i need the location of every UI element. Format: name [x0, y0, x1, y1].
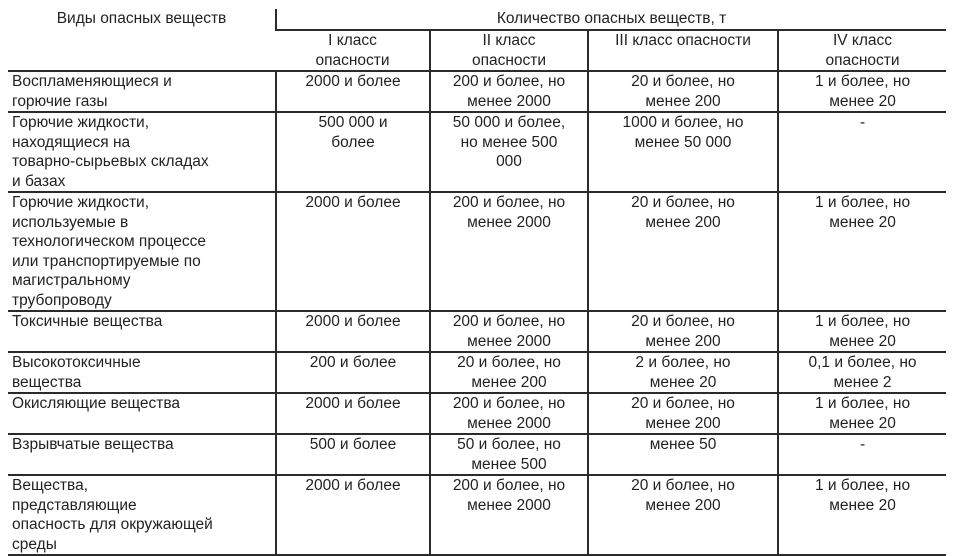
- class-2-cell: [430, 352, 588, 393]
- cell-text-line: горючие газы: [12, 92, 108, 110]
- cell-text-line: 20 и более, но: [631, 477, 735, 494]
- cell-text-line: находящиеся на: [12, 133, 131, 151]
- cell-text-line: 1 и более, но: [814, 313, 911, 330]
- cell-text-line: менее 200: [645, 213, 721, 231]
- cell-text-line: 20 и более, но: [631, 395, 735, 412]
- class-4-cell: [778, 311, 946, 352]
- cell-text-line: магистральному: [12, 272, 131, 289]
- header-class-4-line: IV класс: [832, 32, 893, 49]
- class-3-cell: [588, 112, 778, 192]
- cell-text-line: 1 и более, но: [814, 477, 911, 494]
- cell-text-line: -: [859, 436, 866, 453]
- cell-text-line: 2000 и более: [305, 73, 401, 90]
- header-class-1-line: опасности: [315, 51, 390, 69]
- cell-text-line: 2000 и более: [305, 313, 401, 330]
- cell-text-line: среды: [12, 535, 57, 553]
- class-3-cell: [588, 393, 778, 434]
- hazard-table-sheet: [8, 9, 946, 553]
- cell-text-line: 200 и более, но: [452, 313, 566, 330]
- cell-text-line: Воспламеняющиеся и: [12, 73, 172, 90]
- substance-type-cell: [8, 393, 276, 434]
- cell-text-line: 1 и более, но: [814, 194, 911, 211]
- cell-text-line: 500 000 и: [318, 114, 388, 131]
- cell-text-line: 200 и более, но: [452, 395, 566, 412]
- header-class-4-line: опасности: [825, 51, 900, 69]
- class-1-cell: [276, 475, 430, 555]
- header-substance-types: [8, 9, 276, 71]
- cell-text-line: менее 2: [833, 373, 892, 391]
- cell-text-line: или транспортируемые по: [12, 252, 201, 270]
- class-3-cell: [588, 434, 778, 475]
- header-class-3-line: III класс опасности: [615, 32, 751, 49]
- cell-text-line: менее 50 000: [634, 133, 732, 151]
- table-row: [8, 112, 946, 192]
- cell-text-line: 50 000 и более,: [452, 114, 566, 131]
- table-row: [8, 434, 946, 475]
- cell-text-line: вещества: [12, 373, 82, 391]
- table-row: [8, 393, 946, 434]
- cell-text-line: менее 2000: [467, 213, 551, 231]
- cell-text-line: Вещества,: [12, 477, 88, 494]
- class-1-cell: [276, 434, 430, 475]
- cell-text-line: 2 и более, но: [635, 354, 731, 371]
- cell-text-line: 200 и более, но: [452, 194, 566, 211]
- cell-text-line: 1000 и более, но: [622, 114, 744, 131]
- cell-text-line: опасность для окружающей: [12, 516, 213, 533]
- header-quantity-group: [276, 9, 946, 30]
- class-4-cell: [778, 475, 946, 555]
- cell-text-line: менее 20: [829, 213, 896, 231]
- header-row-1: [8, 9, 946, 30]
- class-4-cell: [778, 192, 946, 311]
- cell-text-line: менее 20: [829, 332, 896, 350]
- class-2-cell: [430, 393, 588, 434]
- cell-text-line: и базах: [12, 172, 66, 190]
- cell-text-line: Горючие жидкости,: [12, 194, 150, 211]
- cell-text-line: -: [859, 114, 866, 131]
- header-substance-types-label: Виды опасных веществ: [56, 10, 227, 27]
- cell-text-line: 2000 и более: [305, 477, 401, 494]
- header-quantity-group-label: Количество опасных веществ, т: [496, 10, 727, 27]
- cell-text-line: 20 и более, но: [631, 73, 735, 90]
- cell-text-line: 2000 и более: [305, 194, 401, 211]
- table-row: [8, 71, 946, 112]
- cell-text-line: 50 и более, но: [457, 436, 561, 453]
- cell-text-line: менее 500: [471, 455, 547, 473]
- cell-text-line: но менее 500: [460, 133, 558, 151]
- cell-text-line: 1 и более, но: [814, 395, 911, 412]
- cell-text-line: 000: [496, 153, 522, 170]
- substance-type-cell: [8, 434, 276, 475]
- cell-text-line: Окисляющие вещества: [12, 395, 181, 412]
- cell-text-line: Взрывчатые вещества: [12, 436, 174, 453]
- header-class-1-line: I класс: [328, 32, 377, 49]
- class-3-cell: [588, 192, 778, 311]
- header-class-3: [588, 30, 778, 71]
- table-row: [8, 352, 946, 393]
- class-2-cell: [430, 475, 588, 555]
- cell-text-line: менее 2000: [467, 332, 551, 350]
- header-class-1: [276, 30, 430, 71]
- cell-text-line: представляющие: [12, 496, 137, 514]
- cell-text-line: более: [331, 133, 375, 151]
- cell-text-line: Токсичные вещества: [12, 313, 163, 330]
- class-2-cell: [430, 311, 588, 352]
- cell-text-line: менее 20: [829, 496, 896, 514]
- cell-text-line: менее 200: [471, 373, 547, 391]
- cell-text-line: менее 2000: [467, 496, 551, 514]
- class-4-cell: [778, 71, 946, 112]
- cell-text-line: 20 и более, но: [631, 313, 735, 330]
- cell-text-line: Высокотоксичные: [12, 354, 141, 371]
- class-4-cell: [778, 352, 946, 393]
- class-1-cell: [276, 112, 430, 192]
- cell-text-line: трубопроводу: [12, 291, 112, 309]
- class-3-cell: [588, 311, 778, 352]
- cell-text-line: менее 200: [645, 92, 721, 110]
- cell-text-line: 20 и более, но: [457, 354, 561, 371]
- class-4-cell: [778, 434, 946, 475]
- cell-text-line: менее 200: [645, 414, 721, 432]
- class-1-cell: [276, 71, 430, 112]
- substance-type-cell: [8, 192, 276, 311]
- cell-text-line: менее 200: [645, 332, 721, 350]
- cell-text-line: менее 50: [649, 436, 717, 453]
- header-class-2-line: опасности: [471, 51, 547, 69]
- substance-type-cell: [8, 311, 276, 352]
- cell-text-line: используемые в: [12, 213, 129, 231]
- class-2-cell: [430, 192, 588, 311]
- cell-text-line: 0,1 и более, но: [808, 354, 917, 371]
- cell-text-line: 2000 и более: [305, 395, 401, 412]
- class-4-cell: [778, 112, 946, 192]
- header-class-4: [778, 30, 946, 71]
- cell-text-line: 200 и более, но: [452, 73, 566, 90]
- class-3-cell: [588, 475, 778, 555]
- class-3-cell: [588, 71, 778, 112]
- cell-text-line: менее 2000: [467, 92, 551, 110]
- cell-text-line: менее 20: [649, 373, 717, 391]
- class-2-cell: [430, 71, 588, 112]
- cell-text-line: менее 20: [829, 414, 896, 432]
- cell-text-line: менее 200: [645, 496, 721, 514]
- cell-text-line: технологическом процессе: [12, 233, 207, 250]
- class-1-cell: [276, 192, 430, 311]
- class-4-cell: [778, 393, 946, 434]
- table-row: [8, 192, 946, 311]
- class-1-cell: [276, 393, 430, 434]
- cell-text-line: 1 и более, но: [814, 73, 911, 90]
- class-2-cell: [430, 112, 588, 192]
- substance-type-cell: [8, 112, 276, 192]
- class-1-cell: [276, 311, 430, 352]
- cell-text-line: менее 20: [829, 92, 896, 110]
- cell-text-line: 200 и более: [309, 354, 397, 371]
- header-class-2: [430, 30, 588, 71]
- substance-type-cell: [8, 475, 276, 555]
- class-3-cell: [588, 352, 778, 393]
- table-row: [8, 475, 946, 555]
- substance-type-cell: [8, 352, 276, 393]
- cell-text-line: Горючие жидкости,: [12, 114, 150, 131]
- substance-type-cell: [8, 71, 276, 112]
- cell-text-line: 500 и более: [309, 436, 397, 453]
- class-1-cell: [276, 352, 430, 393]
- class-2-cell: [430, 434, 588, 475]
- cell-text-line: товарно-сырьевых складах: [12, 153, 209, 170]
- hazardous-substances-table: [8, 9, 946, 556]
- header-class-2-line: II класс: [482, 32, 536, 49]
- table-row: [8, 311, 946, 352]
- cell-text-line: 20 и более, но: [631, 194, 735, 211]
- cell-text-line: менее 2000: [467, 414, 551, 432]
- cell-text-line: 200 и более, но: [452, 477, 566, 494]
